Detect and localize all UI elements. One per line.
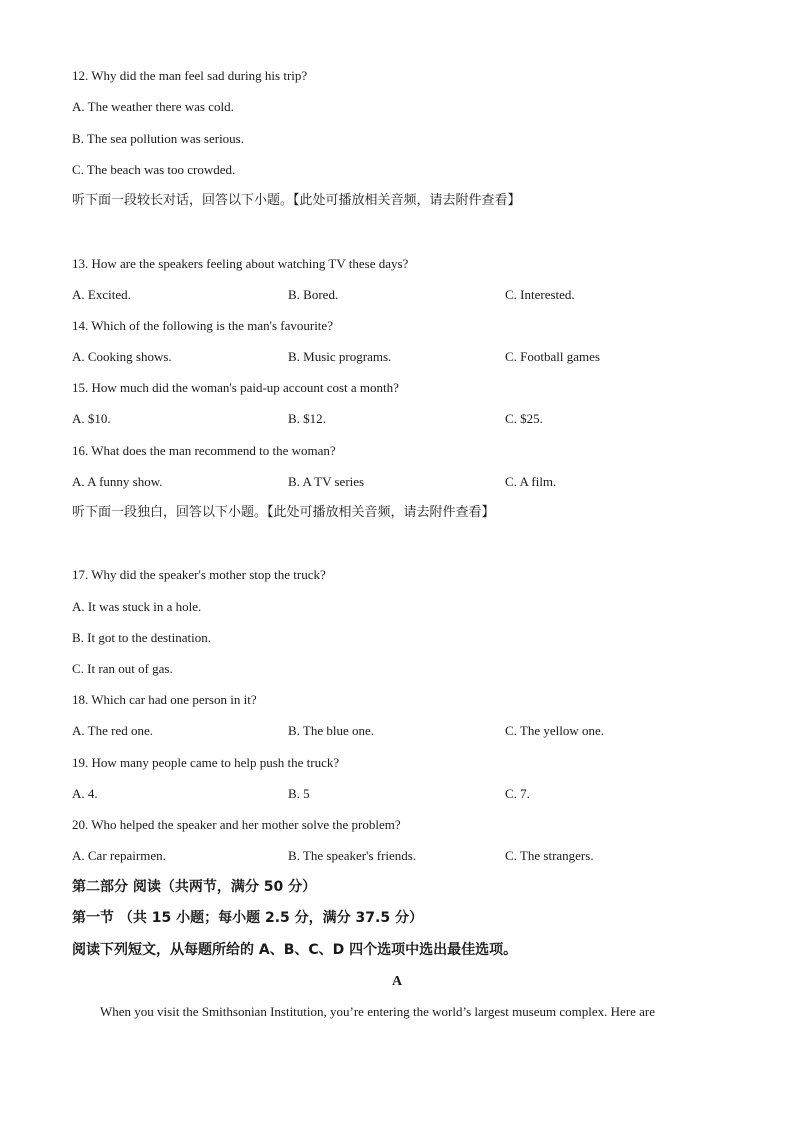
q18-option-c: C. The yellow one. xyxy=(505,723,605,738)
q16-option-c: C. A film. xyxy=(505,474,557,489)
instruction-monologue: 听下面一段独白，回答以下小题。【此处可播放相关音频，请去附件查看】 xyxy=(72,505,495,520)
question-17: 17. Why did the speaker's mother stop the truck? xyxy=(72,567,326,582)
instruction-long-dialogue: 听下面一段较长对话，回答以下小题。【此处可播放相关音频，请去附件查看】 xyxy=(72,193,521,208)
question-18: 18. Which car had one person in it? xyxy=(72,692,257,707)
q12-option-a: A. The weather there was cold. xyxy=(72,99,234,114)
q17-option-c: C. It ran out of gas. xyxy=(72,661,173,676)
part2-heading: 第二部分 阅读（共两节，满分 50 分） xyxy=(72,879,317,895)
q15-option-c: C. $25. xyxy=(505,411,543,426)
q14-option-b: B. Music programs. xyxy=(288,349,392,364)
q13-option-c: C. Interested. xyxy=(505,287,575,302)
q19-option-b: B. 5 xyxy=(288,786,310,801)
q15-option-b: B. $12. xyxy=(288,411,326,426)
question-20: 20. Who helped the speaker and her mother solve the problem? xyxy=(72,817,401,832)
reading-instruction: 阅读下列短文，从每题所给的 A、B、C、D 四个选项中选出最佳选项。 xyxy=(72,942,518,958)
q17-option-a: A. It was stuck in a hole. xyxy=(72,599,202,614)
section1-heading: 第一节 （共 15 小题；每小题 2.5 分，满分 37.5 分） xyxy=(72,910,423,926)
question-16: 16. What does the man recommend to the woman? xyxy=(72,443,336,458)
q17-option-b: B. It got to the destination. xyxy=(72,630,212,645)
q13-option-a: A. Excited. xyxy=(72,287,131,302)
q18-option-b: B. The blue one. xyxy=(288,723,375,738)
passage-first-line: When you visit the Smithsonian Institution, you’re entering the world’s largest museum complex. Here are xyxy=(100,1004,656,1019)
passage-label: A xyxy=(391,974,403,989)
question-12: 12. Why did the man feel sad during his trip? xyxy=(72,68,308,83)
q20-option-c: C. The strangers. xyxy=(505,848,594,863)
q15-option-a: A. $10. xyxy=(72,411,111,426)
q20-option-a: A. Car repairmen. xyxy=(72,848,166,863)
q13-option-b: B. Bored. xyxy=(288,287,339,302)
q12-option-b: B. The sea pollution was serious. xyxy=(72,131,244,146)
question-19: 19. How many people came to help push the truck? xyxy=(72,755,340,770)
q20-option-b: B. The speaker's friends. xyxy=(288,848,417,863)
question-14: 14. Which of the following is the man's favourite? xyxy=(72,318,333,333)
q12-option-c: C. The beach was too crowded. xyxy=(72,162,236,177)
q19-option-c: C. 7. xyxy=(505,786,530,801)
q14-option-a: A. Cooking shows. xyxy=(72,349,172,364)
question-13: 13. How are the speakers feeling about watching TV these days? xyxy=(72,256,409,271)
q16-option-a: A. A funny show. xyxy=(72,474,163,489)
q14-option-c: C. Football games xyxy=(505,349,600,364)
question-15: 15. How much did the woman's paid-up account cost a month? xyxy=(72,380,399,395)
q19-option-a: A. 4. xyxy=(72,786,98,801)
q16-option-b: B. A TV series xyxy=(288,474,365,489)
q18-option-a: A. The red one. xyxy=(72,723,153,738)
